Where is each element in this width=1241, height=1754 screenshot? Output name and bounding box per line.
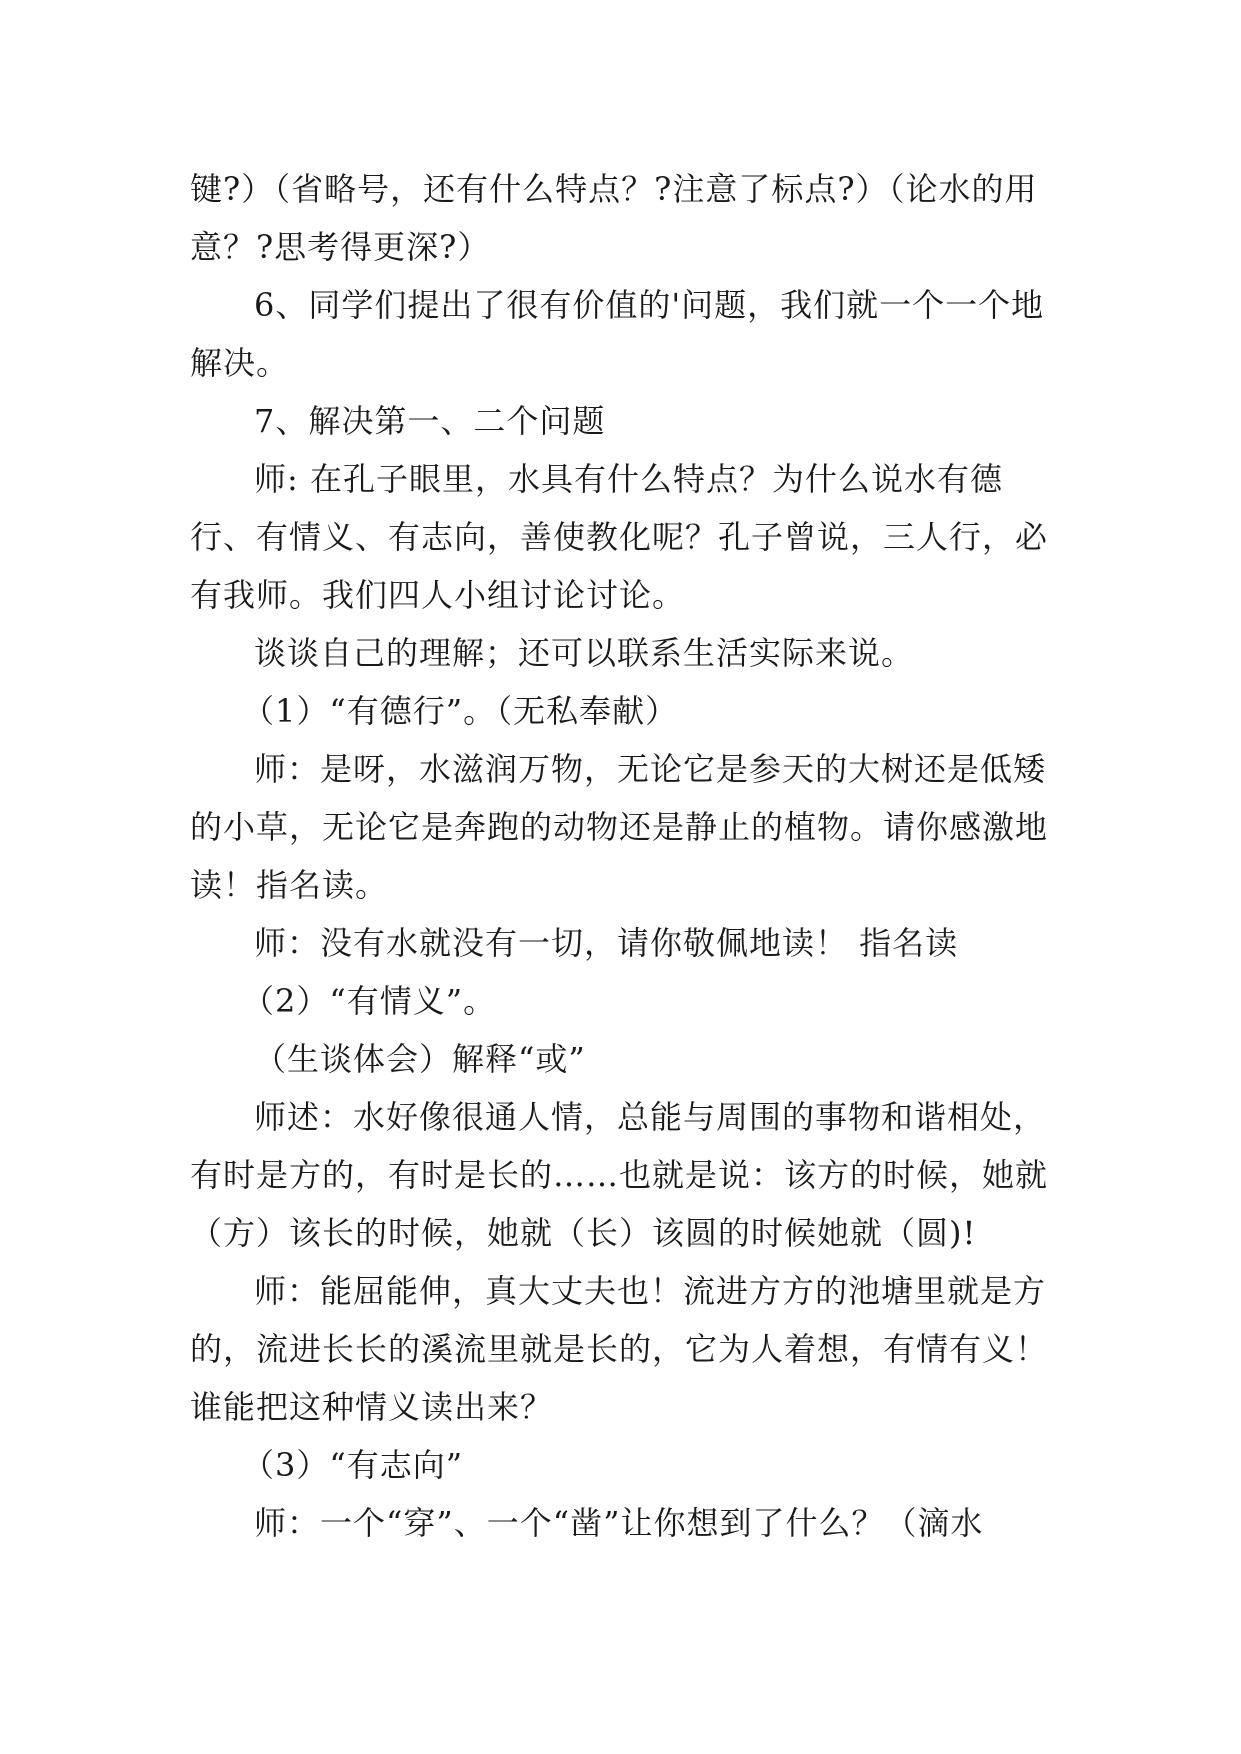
- paragraph-teacher-question: 师: 在孔子眼里，水具有什么特点？为什么说水有德行、有情义、有志向，善使教化呢？孔子曾说，三人行，必有我师。我们四人小组讨论讨论。: [190, 460, 1049, 614]
- paragraph-teacher-admire: 师：没有水就没有一切，请你敬佩地读！ 指名读: [254, 924, 959, 962]
- paragraph-teacher-virtue: 师：是呀，水滋润万物，无论它是参天的大树还是低矮的小草，无论它是奔跑的动物还是静止的植物。请你感激地读！指名读。: [190, 750, 1049, 904]
- paragraph-teacher-ambition: 师：一个“穿”、一个“凿”让你想到了什么？（滴水: [254, 1504, 984, 1542]
- paragraph-continuation: 键?）（省略号，还有什么特点？?注意了标点?）（论水的用意？?思考得更深?）: [190, 170, 1038, 266]
- paragraph-instruction: 谈谈自己的理解；还可以联系生活实际来说。: [254, 634, 915, 672]
- heading-point-2: （2）“有情义”。: [242, 982, 497, 1020]
- heading-point-1: （1）“有德行”。（无私奉献）: [242, 692, 679, 730]
- document-body: [190, 160, 1060, 1552]
- paragraph-teacher-flexible: 师：能屈能伸，真大丈夫也！流进方方的池塘里就是方的，流进长长的溪流里就是长的，它为人着想，有情有义！谁能把这种情义读出来？: [190, 1272, 1049, 1426]
- paragraph-item-7: 7、解决第一、二个问题: [254, 402, 606, 440]
- paragraph-student-explain: （生谈体会）解释“或”: [254, 1040, 586, 1078]
- heading-point-3: （3）“有志向”: [242, 1446, 464, 1484]
- paragraph-teacher-narration: 师述：水好像很通人情，总能与周围的事物和谐相处，有时是方的，有时是长的……也就是说：该方的时候，她就（方）该长的时候，她就（长）该圆的时候她就（圆)!: [190, 1098, 1049, 1252]
- paragraph-item-6: 6、同学们提出了很有价值的'问题，我们就一个一个地解决。: [190, 286, 1045, 382]
